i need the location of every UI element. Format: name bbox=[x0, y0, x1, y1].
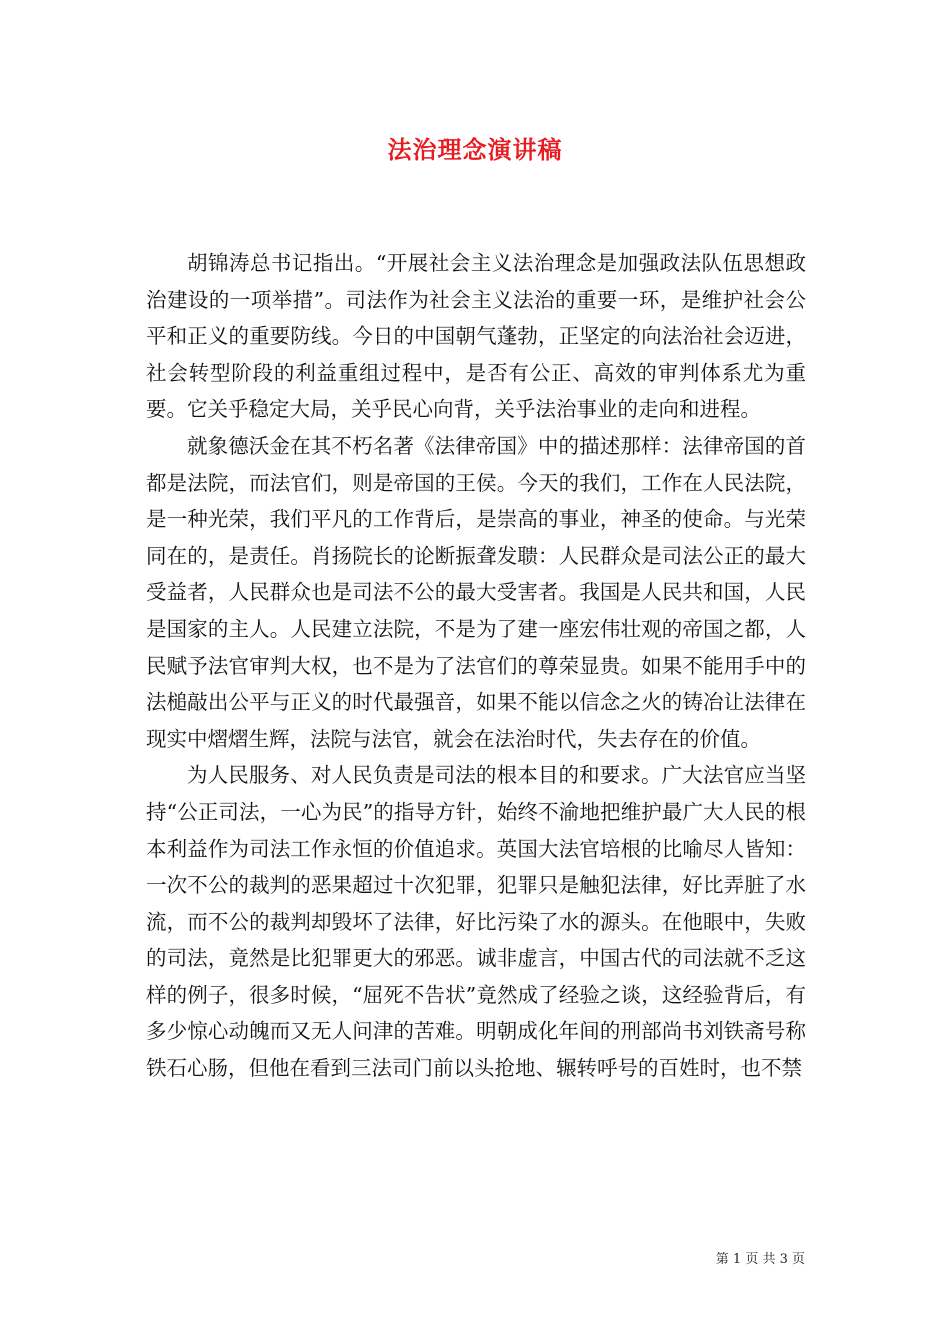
page-number-footer: 第 1 页 共 3 页 bbox=[715, 1252, 805, 1267]
document-body bbox=[146, 245, 806, 1087]
document-title: 法治理念演讲稿 bbox=[387, 135, 563, 164]
paragraph: 就象德沃金在其不朽名著《法律帝国》中的描述那样：法律帝国的首都是法院，而法官们，则是帝国的王侯。今天的我们，工作在人民法院，是一种光荣，我们平凡的工作背后，是崇高的事业，神圣的使命。与光荣同在的，是责任。肖扬院长的论断振聋发聩：人民群众是司法公正的最大受益者，人民群众也是司法不公的最大受害者。我国是人民共和国，人民是国家的主人。人民建立法院，不是为了建一座宏伟壮观的帝国之都，人民赋予法官审判大权，也不是为了法官们的尊荣显贵。如果不能用手中的法槌敲出公平与正义的时代最强音，如果不能以信念之火的铸冶让法律在现实中熠熠生辉，法院与法官，就会在法治时代，失去存在的价值。 bbox=[146, 433, 806, 751]
paragraph: 为人民服务、对人民负责是司法的根本目的和要求。广大法官应当坚持“公正司法，一心为民”的指导方针，始终不渝地把维护最广大人民的根本利益作为司法工作永恒的价值追求。英国大法官培根的比喻尽人皆知：一次不公的裁判的恶果超过十次犯罪，犯罪只是触犯法律，好比弄脏了水流，而不公的裁判却毁坏了法律，好比污染了水的源头。在他眼中，失败的司法，竟然是比犯罪更大的邪恶。诚非虚言，中国古代的司法就不乏这样的例子，很多时候，“屈死不告状”竟然成了经验之谈，这经验背后，有多少惊心动魄而又无人问津的苦难。明朝成化年间的刑部尚书刘铁斋号称铁石心肠，但他在看到三法司门前以头抢地、辗转呼号的百姓时，也不禁 bbox=[146, 763, 806, 1081]
paragraph: 胡锦涛总书记指出。“开展社会主义法治理念是加强政法队伍思想政治建设的一项举措”。司法作为社会主义法治的重要一环，是维护社会公平和正义的重要防线。今日的中国朝气蓬勃，正坚定的向法治社会迈进，社会转型阶段的利益重组过程中，是否有公正、高效的审判体系尤为重要。它关乎稳定大局，关乎民心向背，关乎法治事业的走向和进程。 bbox=[146, 251, 806, 422]
